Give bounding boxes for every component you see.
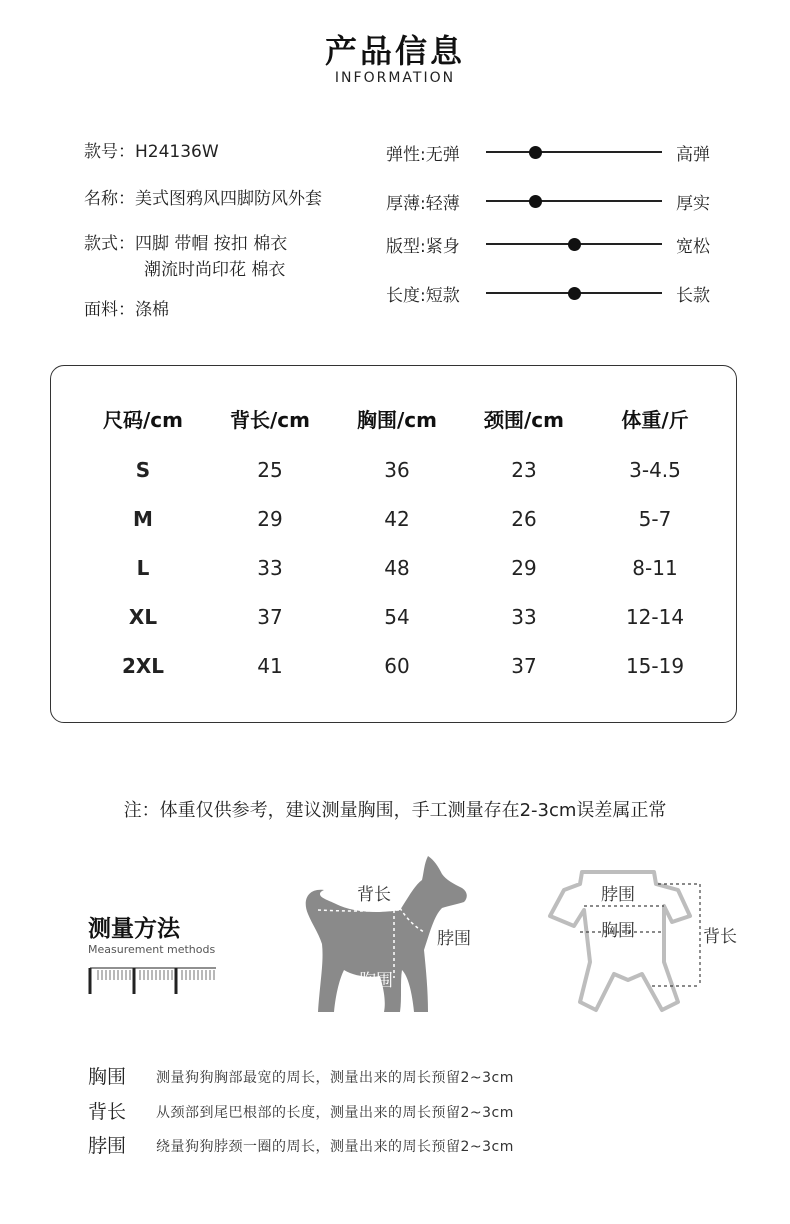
table-cell: 48 bbox=[384, 556, 410, 580]
slider-label-left: 弹性:无弹 bbox=[386, 145, 460, 165]
garment-label-back: 背长 bbox=[703, 927, 737, 947]
style-number: 款号：H24136W bbox=[84, 142, 219, 162]
table-cell: 5-7 bbox=[638, 507, 672, 531]
table-cell: 42 bbox=[384, 507, 410, 531]
fabric: 面料：涤棉 bbox=[84, 300, 169, 320]
definition-term: 胸围 bbox=[88, 1066, 127, 1088]
dog-label-neck: 脖围 bbox=[437, 929, 471, 949]
table-header-cell: 背长/cm bbox=[230, 408, 310, 432]
garment-label-neck: 脖围 bbox=[601, 885, 635, 905]
definition-term: 背长 bbox=[88, 1101, 127, 1123]
style-line-1: 款式：四脚 带帽 按扣 棉衣 bbox=[84, 234, 288, 254]
definition-text: 测量狗狗胸部最宽的周长，测量出来的周长预留2~3cm bbox=[156, 1070, 514, 1086]
table-row-size: M bbox=[133, 507, 153, 531]
slider-label-right: 厚实 bbox=[676, 194, 710, 214]
table-cell: 3-4.5 bbox=[629, 458, 681, 482]
dog-label-chest: 胸围 bbox=[359, 971, 393, 991]
size-table bbox=[50, 365, 737, 723]
page-title: 产品信息 bbox=[324, 32, 465, 70]
table-cell: 26 bbox=[511, 507, 537, 531]
method-subtitle: Measurement methods bbox=[88, 943, 216, 956]
definition-text: 绕量狗狗脖颈一圈的周长，测量出来的周长预留2~3cm bbox=[156, 1139, 514, 1155]
table-cell: 33 bbox=[257, 556, 283, 580]
garment-label-chest: 胸围 bbox=[601, 921, 635, 941]
slider-marker bbox=[529, 195, 542, 208]
weight-note: 注：体重仅供参考，建议测量胸围，手工测量存在2-3cm误差属正常 bbox=[123, 800, 667, 821]
slider-label-right: 宽松 bbox=[676, 237, 710, 257]
definition-term: 脖围 bbox=[88, 1135, 127, 1157]
table-cell: 23 bbox=[511, 458, 537, 482]
definition-text: 从颈部到尾巴根部的长度，测量出来的周长预留2~3cm bbox=[156, 1105, 514, 1121]
table-cell: 33 bbox=[511, 605, 537, 629]
product-name: 名称：美式图鸦风四脚防风外套 bbox=[84, 189, 322, 209]
table-cell: 25 bbox=[257, 458, 283, 482]
slider-label-left: 版型:紧身 bbox=[386, 237, 460, 257]
table-row-size: S bbox=[135, 458, 151, 482]
slider-label-left: 长度:短款 bbox=[386, 286, 460, 306]
table-header-cell: 胸围/cm bbox=[357, 408, 437, 432]
table-row-size: L bbox=[136, 556, 150, 580]
slider-marker bbox=[568, 287, 581, 300]
table-header-cell: 尺码/cm bbox=[103, 408, 183, 432]
dog-measurement-diagram bbox=[296, 852, 486, 1022]
page-subtitle: INFORMATION bbox=[334, 70, 456, 86]
table-header-cell: 体重/斤 bbox=[621, 408, 689, 432]
slider-track bbox=[486, 151, 662, 153]
dog-label-back: 背长 bbox=[357, 885, 391, 905]
style-line-2: 潮流时尚印花 棉衣 bbox=[144, 260, 286, 280]
slider-marker bbox=[529, 146, 542, 159]
table-cell: 41 bbox=[257, 654, 283, 678]
method-title: 测量方法 bbox=[88, 916, 180, 942]
table-cell: 8-11 bbox=[632, 556, 678, 580]
garment-measurement-diagram bbox=[540, 862, 740, 1022]
table-cell: 37 bbox=[511, 654, 537, 678]
table-cell: 29 bbox=[511, 556, 537, 580]
slider-label-right: 高弹 bbox=[676, 145, 710, 165]
table-cell: 29 bbox=[257, 507, 283, 531]
slider-track bbox=[486, 200, 662, 202]
slider-label-right: 长款 bbox=[676, 286, 710, 306]
table-cell: 54 bbox=[384, 605, 410, 629]
slider-marker bbox=[568, 238, 581, 251]
table-cell: 12-14 bbox=[625, 605, 685, 629]
table-row-size: 2XL bbox=[121, 654, 165, 678]
slider-label-left: 厚薄:轻薄 bbox=[386, 194, 460, 214]
table-row-size: XL bbox=[128, 605, 158, 629]
table-cell: 36 bbox=[384, 458, 410, 482]
table-cell: 60 bbox=[384, 654, 410, 678]
table-cell: 15-19 bbox=[625, 654, 685, 678]
table-cell: 37 bbox=[257, 605, 283, 629]
ruler-icon bbox=[88, 966, 218, 996]
table-header-cell: 颈围/cm bbox=[484, 408, 564, 432]
